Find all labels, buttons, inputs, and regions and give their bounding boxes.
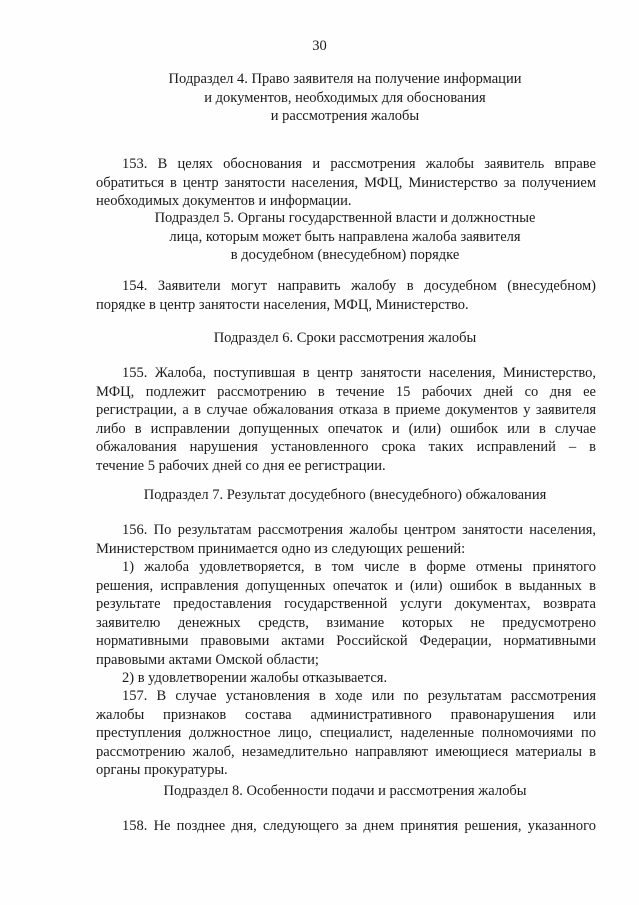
paragraph-line: 154. Заявители могут направить жалобу в досудебном (внесудебном) bbox=[122, 278, 596, 294]
paragraph-157 bbox=[96, 687, 596, 780]
subsection-7-heading bbox=[80, 486, 610, 505]
heading-line: Подраздел 7. Результат досудебного (внесудебного) обжалования bbox=[143, 487, 547, 503]
paragraph-line: течение 5 рабочих дней со дня ее регистрации. bbox=[96, 457, 386, 474]
paragraph-153 bbox=[96, 155, 596, 211]
heading-line: лица, которым может быть направлена жалоба заявителя bbox=[169, 228, 521, 245]
paragraph-156 bbox=[96, 521, 596, 558]
paragraph-line: жалобы признаков состава административного правонарушения или bbox=[96, 706, 596, 723]
paragraph-line: 155. Жалоба, поступившая в центр занятости населения, Министерство, bbox=[122, 365, 596, 381]
paragraph-line: необходимых документов и информации. bbox=[96, 193, 352, 209]
paragraph-line: результате предоставления государственной услуги документах, возврата bbox=[96, 596, 596, 612]
paragraph-line: Министерством принимается одно из следующих решений: bbox=[96, 540, 466, 557]
paragraph-line: преступления должностное лицо, специалист, наделенные полномочиями по bbox=[96, 725, 596, 741]
heading-line: Подраздел 4. Право заявителя на получение информации bbox=[168, 71, 522, 87]
paragraph-154 bbox=[96, 277, 596, 314]
paragraph-line: либо в исправлении допущенных опечаток и (или) ошибок или в случае bbox=[96, 420, 596, 437]
heading-line: Подраздел 6. Сроки рассмотрения жалобы bbox=[213, 330, 477, 346]
paragraph-line: порядке в центр занятости населения, МФЦ, Министерство. bbox=[96, 296, 469, 313]
subsection-4-heading bbox=[80, 70, 610, 126]
paragraph-line: 156. По результатам рассмотрения жалобы центром занятости населения, bbox=[122, 522, 596, 538]
subsection-8-heading bbox=[80, 782, 610, 801]
paragraph-line: 1) жалоба удовлетворяется, в том числе в форме отмены принятого bbox=[122, 559, 596, 575]
heading-line: Подраздел 8. Особенности подачи и рассмотрения жалобы bbox=[163, 783, 527, 799]
paragraph-156-item-2 bbox=[96, 669, 596, 688]
heading-line: и документов, необходимых для обоснования bbox=[204, 89, 486, 106]
paragraph-line: решения, исправления допущенных опечаток и (или) ошибок в выданных в bbox=[96, 577, 596, 594]
subsection-5-heading bbox=[80, 209, 610, 265]
paragraph-line: 2) в удовлетворении жалобы отказывается. bbox=[122, 670, 388, 686]
paragraph-line: 153. В целях обоснования и рассмотрения жалобы заявитель вправе bbox=[122, 156, 596, 172]
heading-line: и рассмотрения жалобы bbox=[270, 108, 420, 124]
paragraph-line: МФЦ, подлежит рассмотрению в течение 15 рабочих дней со дня ее bbox=[96, 383, 596, 400]
paragraph-line: регистрации, а в случае обжалования отказа в приеме документов у заявителя bbox=[96, 402, 596, 418]
paragraph-line: органы прокуратуры. bbox=[96, 762, 228, 778]
page-number: 30 bbox=[312, 38, 327, 54]
heading-line: в досудебном (внесудебном) порядке bbox=[230, 247, 460, 263]
heading-line: Подраздел 5. Органы государственной власти и должностные bbox=[154, 210, 536, 226]
paragraph-156-item-1 bbox=[96, 558, 596, 669]
subsection-6-heading bbox=[80, 329, 610, 348]
paragraph-158 bbox=[96, 817, 596, 836]
paragraph-line: правовыми актами Омской области; bbox=[96, 651, 319, 668]
paragraph-line: нормативными правовыми актами Российской Федерации, нормативными bbox=[96, 633, 596, 649]
paragraph-line: обратиться в центр занятости населения, МФЦ, Министерство за получением bbox=[96, 174, 596, 191]
paragraph-line: обжалования нарушения установленного срока таких исправлений – в bbox=[96, 439, 596, 455]
paragraph-155 bbox=[96, 364, 596, 475]
paragraph-line: 158. Не позднее дня, следующего за днем принятия решения, указанного bbox=[122, 818, 596, 834]
paragraph-line: заявителю денежных средств, взимание которых не предусмотрено bbox=[96, 614, 596, 631]
paragraph-line: рассмотрению жалоб, незамедлительно направляют имеющиеся материалы в bbox=[96, 743, 596, 760]
paragraph-line: 157. В случае установления в ходе или по результатам рассмотрения bbox=[122, 688, 596, 704]
